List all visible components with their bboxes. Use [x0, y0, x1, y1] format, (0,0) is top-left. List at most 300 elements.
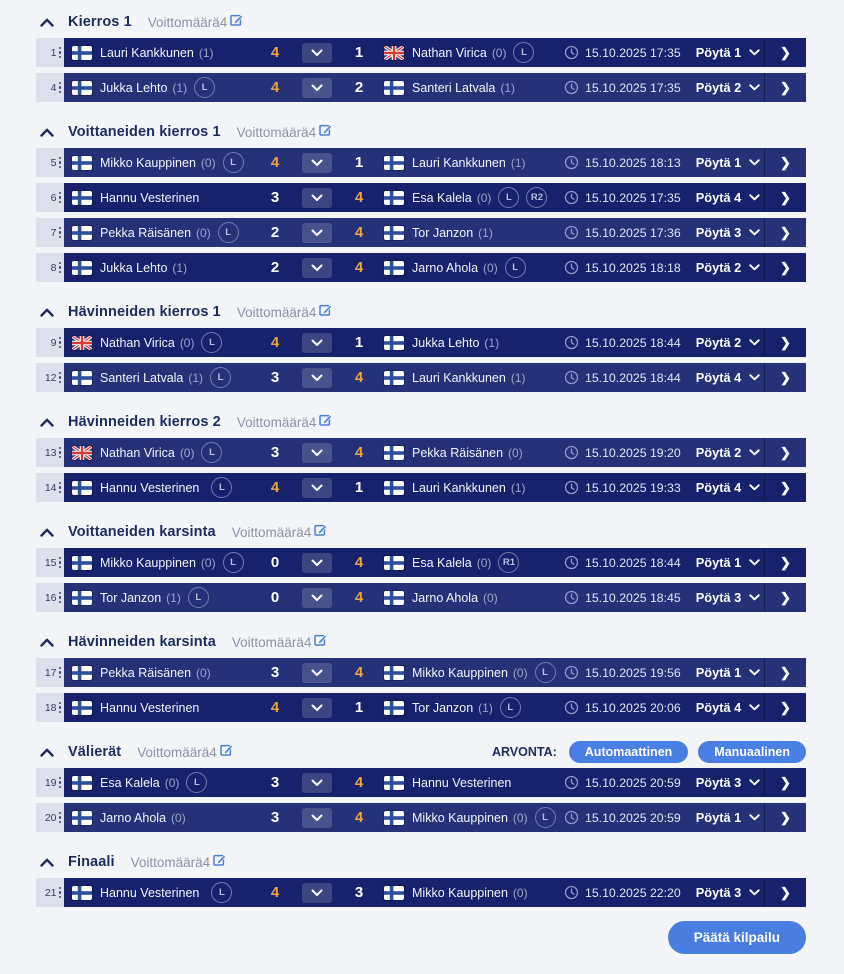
player2-name: Jarno Ahola: [412, 260, 479, 275]
chevron-down-icon: [749, 229, 760, 236]
score-dropdown-button[interactable]: [302, 588, 332, 608]
rating-badge-l: L: [201, 442, 222, 463]
table-label: Pöytä 1: [695, 45, 742, 60]
round-section: [36, 742, 806, 832]
rating-badge-r1: R1: [498, 552, 519, 573]
player1-score: 4: [270, 334, 280, 351]
chevron-right-icon: ❯: [780, 259, 791, 275]
player2-score: 4: [354, 259, 364, 276]
drag-handle-icon[interactable]: [59, 47, 62, 59]
match-row-gutter[interactable]: [36, 768, 64, 797]
table-select[interactable]: [692, 775, 764, 790]
player1-flag-icon: [72, 481, 92, 495]
rating-badge-l: L: [218, 222, 239, 243]
collapse-section-icon[interactable]: [40, 638, 54, 647]
player2-flag-icon: [384, 886, 404, 900]
draw-label: ARVONTA:: [491, 745, 557, 759]
match-row: [36, 878, 806, 907]
table-select[interactable]: [692, 480, 764, 495]
table-label: Pöytä 4: [695, 700, 742, 715]
win-count-label: Voittomäärä4: [231, 634, 312, 650]
player2-flag-icon: [384, 191, 404, 205]
open-match-button[interactable]: [764, 803, 806, 832]
table-select[interactable]: [692, 80, 764, 95]
clock-icon: [564, 190, 579, 205]
player2-score: 1: [354, 154, 364, 171]
chevron-down-icon: [749, 669, 760, 676]
section-header: [36, 122, 806, 142]
match-datetime: 15.10.2025 22:20: [585, 885, 681, 900]
drag-handle-icon[interactable]: [59, 157, 62, 169]
score-dropdown-button[interactable]: [302, 698, 332, 718]
section-title: Hävinneiden kierros 1: [68, 304, 221, 320]
section-header: [36, 852, 806, 872]
rating-badge-l: L: [211, 882, 232, 903]
chevron-down-icon: [749, 594, 760, 601]
player2-name: Jarno Ahola: [412, 590, 479, 605]
score-dropdown-button[interactable]: [302, 883, 332, 903]
player1-flag-icon: [72, 46, 92, 60]
chevron-right-icon: ❯: [780, 369, 791, 385]
clock-icon: [564, 590, 579, 605]
match-row-gutter[interactable]: [36, 473, 64, 502]
player1-name: Lauri Kankkunen: [100, 45, 194, 60]
player2-flag-icon: [384, 371, 404, 385]
match-number: 9: [50, 336, 57, 349]
player2-seed: (0): [512, 885, 528, 900]
match-row: [36, 583, 806, 612]
match-datetime-group: [564, 45, 692, 60]
match-row-gutter[interactable]: [36, 658, 64, 687]
table-label: Pöytä 4: [695, 190, 742, 205]
section-title: Voittaneiden karsinta: [68, 524, 216, 540]
match-row: [36, 803, 806, 832]
player1-flag-icon: [72, 886, 92, 900]
table-select[interactable]: [692, 225, 764, 240]
chevron-down-icon: [749, 559, 760, 566]
match-row-gutter[interactable]: [36, 438, 64, 467]
player1-name: Tor Janzon: [100, 590, 162, 605]
open-match-button[interactable]: [764, 768, 806, 797]
open-match-button[interactable]: [764, 548, 806, 577]
match-number: 16: [44, 591, 57, 604]
rating-badge-l: L: [223, 552, 244, 573]
player1-flag-icon: [72, 371, 92, 385]
drag-handle-icon[interactable]: [59, 372, 62, 384]
table-select[interactable]: [692, 260, 764, 275]
open-match-button[interactable]: [764, 253, 806, 282]
match-row-gutter[interactable]: [36, 38, 64, 67]
match-list: [36, 658, 806, 722]
table-label: Pöytä 1: [695, 665, 742, 680]
player2-flag-icon: [384, 46, 404, 60]
edit-win-count-icon[interactable]: [314, 523, 327, 536]
player1-flag-icon: [72, 591, 92, 605]
chevron-down-icon: [749, 889, 760, 896]
rating-badge-l: L: [194, 77, 215, 98]
chevron-right-icon: ❯: [780, 79, 791, 95]
match-datetime: 15.10.2025 18:44: [585, 370, 681, 385]
table-select[interactable]: [692, 190, 764, 205]
manual-draw-button[interactable]: Manuaalinen: [698, 741, 806, 763]
edit-win-count-icon[interactable]: [319, 303, 332, 316]
collapse-section-icon[interactable]: [40, 528, 54, 537]
chevron-right-icon: ❯: [780, 189, 791, 205]
match-list: [36, 878, 806, 907]
score-dropdown-button[interactable]: [302, 333, 332, 353]
match-number: 7: [50, 226, 57, 239]
player2: [372, 371, 564, 385]
match-row: [36, 438, 806, 467]
score-dropdown-button[interactable]: [302, 368, 332, 388]
section-header: [36, 742, 806, 762]
edit-win-count-icon[interactable]: [230, 13, 243, 26]
match-number: 17: [44, 666, 57, 679]
player1-score: 0: [270, 589, 280, 606]
finish-competition-button[interactable]: Päätä kilpailu: [668, 921, 806, 954]
player1-flag-icon: [72, 336, 92, 350]
table-select[interactable]: [692, 370, 764, 385]
table-label: Pöytä 3: [695, 225, 742, 240]
edit-win-count-icon[interactable]: [319, 413, 332, 426]
chevron-right-icon: ❯: [780, 334, 791, 350]
win-count-label: Voittomäärä4: [236, 414, 317, 430]
score-dropdown-button[interactable]: [302, 258, 332, 278]
player1: [72, 222, 262, 243]
player2-name: Jukka Lehto: [412, 335, 480, 350]
collapse-section-icon[interactable]: [40, 418, 54, 427]
clock-icon: [564, 665, 579, 680]
chevron-right-icon: ❯: [780, 699, 791, 715]
player2-seed: (1): [510, 155, 526, 170]
player1: [72, 261, 262, 275]
rating-badge-l: L: [210, 367, 231, 388]
player1-name: Jukka Lehto: [100, 260, 168, 275]
open-match-button[interactable]: [764, 878, 806, 907]
player2-seed: (1): [500, 80, 516, 95]
player2: [372, 187, 564, 208]
chevron-right-icon: ❯: [780, 774, 791, 790]
player1: [72, 332, 262, 353]
clock-icon: [564, 45, 579, 60]
player1-score: 4: [270, 884, 280, 901]
score-dropdown-button[interactable]: [302, 443, 332, 463]
match-row-main: [64, 148, 806, 177]
player1-score: 3: [270, 809, 280, 826]
table-select[interactable]: [692, 810, 764, 825]
drag-handle-icon[interactable]: [59, 482, 62, 494]
match-datetime: 15.10.2025 17:35: [585, 45, 681, 60]
player1-name: Hannu Vesterinen: [100, 885, 200, 900]
table-select[interactable]: [692, 885, 764, 900]
drag-handle-icon[interactable]: [59, 592, 62, 604]
match-row-gutter[interactable]: [36, 183, 64, 212]
edit-win-count-icon[interactable]: [314, 633, 327, 646]
player2-seed: (1): [510, 480, 526, 495]
match-row: [36, 473, 806, 502]
match-number: 4: [50, 81, 57, 94]
rating-badge-l: L: [513, 42, 534, 63]
player2-score: 4: [354, 809, 364, 826]
player2-name: Tor Janzon: [412, 225, 474, 240]
rating-badge-l: L: [498, 187, 519, 208]
chevron-right-icon: ❯: [780, 224, 791, 240]
table-select[interactable]: [692, 335, 764, 350]
match-number: 21: [44, 886, 57, 899]
match-list: [36, 148, 806, 282]
round-section: [36, 412, 806, 502]
player1-flag-icon: [72, 776, 92, 790]
player2-flag-icon: [384, 81, 404, 95]
rating-badge-l: L: [211, 477, 232, 498]
drag-handle-icon[interactable]: [59, 337, 62, 349]
table-label: Pöytä 3: [695, 590, 742, 605]
match-row-gutter[interactable]: [36, 693, 64, 722]
player2: [372, 591, 564, 605]
player2: [372, 552, 564, 573]
score-dropdown-button[interactable]: [302, 153, 332, 173]
player1-seed: (1): [172, 80, 188, 95]
player1: [72, 587, 262, 608]
collapse-section-icon[interactable]: [40, 128, 54, 137]
chevron-right-icon: ❯: [780, 589, 791, 605]
player1-seed: (0): [179, 335, 195, 350]
drag-handle-icon[interactable]: [59, 702, 62, 714]
drag-handle-icon[interactable]: [59, 447, 62, 459]
open-match-button[interactable]: [764, 658, 806, 687]
match-row-gutter[interactable]: [36, 803, 64, 832]
player1-name: Mikko Kauppinen: [100, 555, 196, 570]
edit-win-count-icon[interactable]: [220, 743, 233, 756]
player2-seed: (0): [491, 45, 507, 60]
match-row-gutter[interactable]: [36, 583, 64, 612]
player1-score: 3: [270, 774, 280, 791]
match-number: 1: [50, 46, 57, 59]
clock-icon: [564, 225, 579, 240]
open-match-button[interactable]: [764, 328, 806, 357]
match-row-gutter[interactable]: [36, 148, 64, 177]
clock-icon: [564, 445, 579, 460]
player1-flag-icon: [72, 701, 92, 715]
open-match-button[interactable]: [764, 438, 806, 467]
chevron-down-icon: [749, 814, 760, 821]
clock-icon: [564, 480, 579, 495]
player2-name: Hannu Vesterinen: [412, 775, 512, 790]
match-row-main: [64, 768, 806, 797]
chevron-down-icon: [749, 84, 760, 91]
open-match-button[interactable]: [764, 473, 806, 502]
open-match-button[interactable]: [764, 38, 806, 67]
player1-flag-icon: [72, 156, 92, 170]
match-number: 14: [44, 481, 57, 494]
drag-handle-icon[interactable]: [59, 227, 62, 239]
collapse-section-icon[interactable]: [40, 308, 54, 317]
match-row-main: [64, 38, 806, 67]
player1-score: 4: [270, 154, 280, 171]
section-title: Välierät: [68, 744, 122, 760]
player1: [72, 477, 262, 498]
table-select[interactable]: [692, 155, 764, 170]
match-datetime-group: [564, 370, 692, 385]
player1-name: Jarno Ahola: [100, 810, 167, 825]
match-row-main: [64, 328, 806, 357]
edit-win-count-icon[interactable]: [213, 853, 226, 866]
match-datetime-group: [564, 155, 692, 170]
match-row: [36, 363, 806, 392]
open-match-button[interactable]: [764, 363, 806, 392]
score-dropdown-button[interactable]: [302, 663, 332, 683]
drag-handle-icon[interactable]: [59, 667, 62, 679]
player1: [72, 367, 262, 388]
match-list: [36, 38, 806, 102]
player1-name: Nathan Virica: [100, 335, 175, 350]
player1-score: 3: [270, 664, 280, 681]
table-select[interactable]: [692, 45, 764, 60]
player1-seed: (1): [188, 370, 204, 385]
match-datetime: 15.10.2025 20:59: [585, 810, 681, 825]
section-header: [36, 522, 806, 542]
rating-badge-l: L: [223, 152, 244, 173]
section-title: Voittaneiden kierros 1: [68, 124, 221, 140]
table-select[interactable]: [692, 555, 764, 570]
match-list: [36, 548, 806, 612]
score-dropdown-button[interactable]: [302, 808, 332, 828]
score-dropdown-button[interactable]: [302, 188, 332, 208]
match-datetime-group: [564, 810, 692, 825]
open-match-button[interactable]: [764, 218, 806, 247]
player2-flag-icon: [384, 226, 404, 240]
win-count-label: Voittomäärä4: [236, 304, 317, 320]
player1-name: Mikko Kauppinen: [100, 155, 196, 170]
table-select[interactable]: [692, 590, 764, 605]
match-row-gutter[interactable]: [36, 73, 64, 102]
section-header: [36, 302, 806, 322]
drag-handle-icon[interactable]: [59, 192, 62, 204]
win-count-label: Voittomäärä4: [236, 124, 317, 140]
player2-flag-icon: [384, 261, 404, 275]
player2-score: 1: [354, 699, 364, 716]
rating-badge-l: L: [535, 662, 556, 683]
table-label: Pöytä 1: [695, 810, 742, 825]
table-select[interactable]: [692, 445, 764, 460]
section-header: [36, 12, 806, 32]
drag-handle-icon[interactable]: [59, 887, 62, 899]
edit-win-count-icon[interactable]: [319, 123, 332, 136]
drag-handle-icon[interactable]: [59, 262, 62, 274]
automatic-draw-button[interactable]: Automaattinen: [569, 741, 689, 763]
player1-flag-icon: [72, 81, 92, 95]
open-match-button[interactable]: [764, 148, 806, 177]
clock-icon: [564, 775, 579, 790]
chevron-down-icon: [749, 704, 760, 711]
player2: [372, 257, 564, 278]
player1-seed: (0): [200, 155, 216, 170]
player2-name: Lauri Kankkunen: [412, 370, 506, 385]
match-datetime-group: [564, 225, 692, 240]
drag-handle-icon[interactable]: [59, 82, 62, 94]
collapse-section-icon[interactable]: [40, 748, 54, 757]
match-datetime: 15.10.2025 18:44: [585, 555, 681, 570]
score-dropdown-button[interactable]: [302, 223, 332, 243]
table-label: Pöytä 4: [695, 370, 742, 385]
score-dropdown-button[interactable]: [302, 478, 332, 498]
drag-handle-icon[interactable]: [59, 557, 62, 569]
match-datetime-group: [564, 665, 692, 680]
player2-name: Esa Kalela: [412, 555, 472, 570]
match-row-gutter[interactable]: [36, 253, 64, 282]
collapse-section-icon[interactable]: [40, 18, 54, 27]
match-number: 6: [50, 191, 57, 204]
player1-score: 3: [270, 444, 280, 461]
match-row-gutter[interactable]: [36, 878, 64, 907]
player1-score: 0: [270, 554, 280, 571]
match-row: [36, 328, 806, 357]
chevron-down-icon: [749, 194, 760, 201]
open-match-button[interactable]: [764, 693, 806, 722]
player1-name: Esa Kalela: [100, 775, 160, 790]
section-title: Hävinneiden karsinta: [68, 634, 216, 650]
table-select[interactable]: [692, 665, 764, 680]
player1-score: 4: [270, 699, 280, 716]
chevron-down-icon: [749, 779, 760, 786]
match-row-gutter[interactable]: [36, 548, 64, 577]
collapse-section-icon[interactable]: [40, 858, 54, 867]
match-row-gutter[interactable]: [36, 218, 64, 247]
open-match-button[interactable]: [764, 73, 806, 102]
match-number: 5: [50, 156, 57, 169]
match-datetime: 15.10.2025 17:35: [585, 190, 681, 205]
drag-handle-icon[interactable]: [59, 777, 62, 789]
open-match-button[interactable]: [764, 583, 806, 612]
match-datetime-group: [564, 480, 692, 495]
clock-icon: [564, 260, 579, 275]
match-datetime: 15.10.2025 19:33: [585, 480, 681, 495]
match-row-main: [64, 218, 806, 247]
match-list: [36, 328, 806, 392]
score-dropdown-button[interactable]: [302, 773, 332, 793]
score-dropdown-button[interactable]: [302, 78, 332, 98]
player1-seed: (0): [164, 775, 180, 790]
player2-seed: (0): [476, 555, 492, 570]
player2-score: 4: [354, 444, 364, 461]
match-datetime-group: [564, 190, 692, 205]
match-row: [36, 693, 806, 722]
player1-flag-icon: [72, 666, 92, 680]
player2-name: Mikko Kauppinen: [412, 810, 508, 825]
player1-score: 2: [270, 259, 280, 276]
match-row-gutter[interactable]: [36, 363, 64, 392]
rating-badge-r2: R2: [526, 187, 547, 208]
score-dropdown-button[interactable]: [302, 553, 332, 573]
score-dropdown-button[interactable]: [302, 43, 332, 63]
player2-flag-icon: [384, 336, 404, 350]
chevron-right-icon: ❯: [780, 554, 791, 570]
drag-handle-icon[interactable]: [59, 812, 62, 824]
player2: [372, 336, 564, 350]
chevron-right-icon: ❯: [780, 44, 791, 60]
match-row-gutter[interactable]: [36, 328, 64, 357]
section-title: Hävinneiden kierros 2: [68, 414, 221, 430]
match-number: 8: [50, 261, 57, 274]
player2-name: Santeri Latvala: [412, 80, 496, 95]
player1-name: Jukka Lehto: [100, 80, 168, 95]
win-count-label: Voittomäärä4: [137, 744, 217, 760]
player1: [72, 701, 262, 715]
chevron-down-icon: [749, 484, 760, 491]
table-select[interactable]: [692, 700, 764, 715]
match-datetime: 15.10.2025 19:20: [585, 445, 681, 460]
open-match-button[interactable]: [764, 183, 806, 212]
